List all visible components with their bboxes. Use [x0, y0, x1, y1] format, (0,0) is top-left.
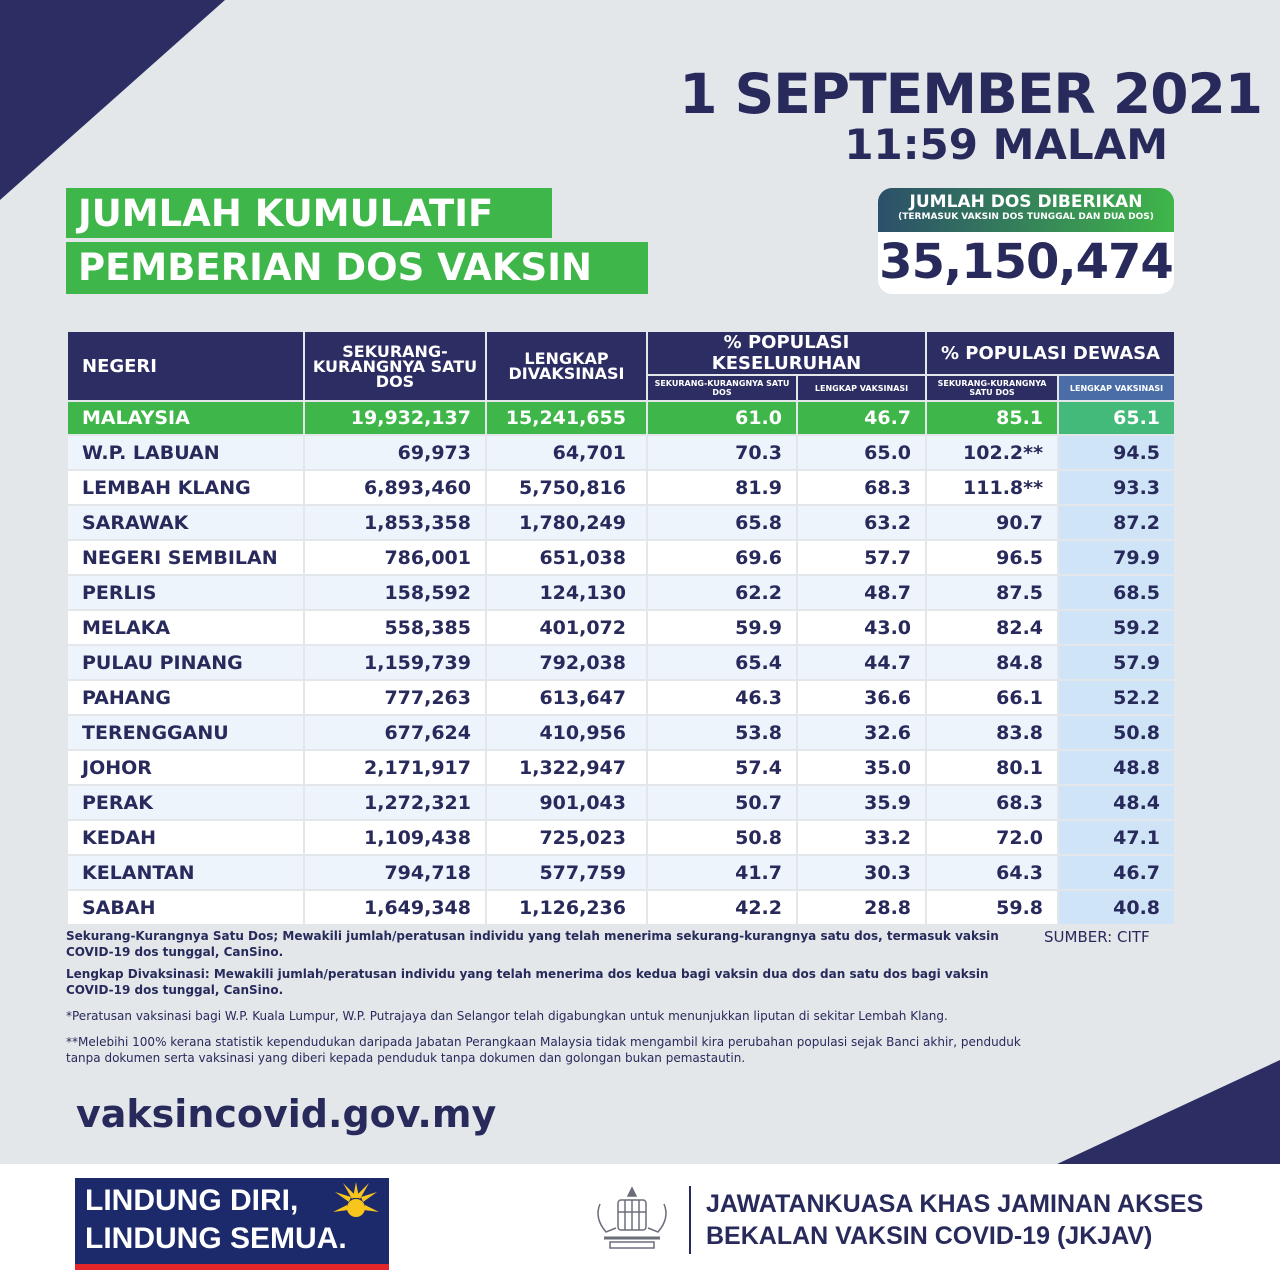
cell-pct-adult-lengkap: 47.1 — [1058, 820, 1175, 855]
cell-pct-adult-lengkap: 57.9 — [1058, 645, 1175, 680]
total-doses-header — [878, 188, 1174, 232]
cell-pct-all-satu: 53.8 — [647, 715, 797, 750]
subheader-all-lengkap: LENGKAP VAKSINASI — [797, 375, 926, 401]
cell-lengkap: 1,126,236 — [486, 890, 647, 925]
cell-pct-adult-satu: 80.1 — [926, 750, 1058, 785]
cell-pct-all-satu: 62.2 — [647, 575, 797, 610]
cell-lengkap: 792,038 — [486, 645, 647, 680]
total-doses-sublabel: (TERMASUK VAKSIN DOS TUNGGAL DAN DUA DOS) — [898, 212, 1154, 222]
cell-state: W.P. LABUAN — [67, 435, 304, 470]
subheader-adult-satu-dos: SEKURANG-KURANGNYA SATU DOS — [926, 375, 1058, 401]
cell-lengkap: 410,956 — [486, 715, 647, 750]
table-row — [67, 820, 1175, 855]
note-lembah-klang: *Peratusan vaksinasi bagi W.P. Kuala Lumpur, W.P. Putrajaya dan Selangor telah digabungkan untuk menunjukkan liputan di sekitar Lembah Klang. — [66, 1009, 948, 1023]
cell-pct-adult-lengkap: 46.7 — [1058, 855, 1175, 890]
cell-pct-adult-lengkap: 93.3 — [1058, 470, 1175, 505]
table-row — [67, 645, 1175, 680]
cell-satu-dos: 1,853,358 — [304, 505, 486, 540]
cell-satu-dos: 777,263 — [304, 680, 486, 715]
cell-pct-adult-satu: 87.5 — [926, 575, 1058, 610]
table-body — [67, 401, 1175, 925]
cell-state: SARAWAK — [67, 505, 304, 540]
cell-satu-dos: 2,171,917 — [304, 750, 486, 785]
vaccination-table — [66, 330, 1176, 926]
cell-satu-dos: 677,624 — [304, 715, 486, 750]
table-row — [67, 680, 1175, 715]
cell-pct-all-lengkap: 35.9 — [797, 785, 926, 820]
cell-satu-dos: 1,159,739 — [304, 645, 486, 680]
note-over-100: **Melebihi 100% kerana statistik kependudukan daripada Jabatan Perangkaan Malaysia tidak mengambil kira perubahan populasi sejak Banci akhir, penduduk tanpa dokumen serta vaksinasi yang diberi kepada penduduk tanpa dokumen dan golongan bukan pemastautin. — [66, 1035, 1021, 1065]
cell-pct-adult-satu: 68.3 — [926, 785, 1058, 820]
cell-satu-dos: 558,385 — [304, 610, 486, 645]
source-label: SUMBER: CITF — [1044, 928, 1150, 946]
cell-pct-all-satu: 46.3 — [647, 680, 797, 715]
cell-pct-adult-satu: 84.8 — [926, 645, 1058, 680]
cell-pct-all-lengkap: 65.0 — [797, 435, 926, 470]
cell-satu-dos: 19,932,137 — [304, 401, 486, 435]
cell-pct-adult-satu: 111.8** — [926, 470, 1058, 505]
cell-state: PAHANG — [67, 680, 304, 715]
total-doses-value: 35,150,474 — [879, 234, 1173, 290]
cell-pct-adult-lengkap: 52.2 — [1058, 680, 1175, 715]
cell-state: JOHOR — [67, 750, 304, 785]
table-row — [67, 890, 1175, 925]
cell-lengkap: 613,647 — [486, 680, 647, 715]
coat-of-arms-icon — [590, 1184, 674, 1254]
cell-pct-all-lengkap: 28.8 — [797, 890, 926, 925]
table-row — [67, 715, 1175, 750]
cell-pct-all-lengkap: 46.7 — [797, 401, 926, 435]
cell-pct-all-lengkap: 35.0 — [797, 750, 926, 785]
organisation-line-1: JAWATANKUASA KHAS JAMINAN AKSES — [706, 1190, 1204, 1218]
table-row — [67, 610, 1175, 645]
table-row — [67, 435, 1175, 470]
report-time: 11:59 MALAM — [844, 120, 1168, 169]
cell-lengkap: 1,322,947 — [486, 750, 647, 785]
cell-state: SABAH — [67, 890, 304, 925]
cell-pct-all-satu: 65.4 — [647, 645, 797, 680]
cell-pct-adult-satu: 82.4 — [926, 610, 1058, 645]
cell-pct-all-satu: 41.7 — [647, 855, 797, 890]
cell-satu-dos: 1,649,348 — [304, 890, 486, 925]
cell-pct-adult-lengkap: 50.8 — [1058, 715, 1175, 750]
sun-star-icon — [331, 1180, 381, 1230]
table-row — [67, 575, 1175, 610]
table-row — [67, 540, 1175, 575]
cell-pct-all-satu: 42.2 — [647, 890, 797, 925]
table-row — [67, 470, 1175, 505]
cell-state: NEGERI SEMBILAN — [67, 540, 304, 575]
note-lengkap: Lengkap Divaksinasi: Mewakili jumlah/peratusan individu yang telah menerima dos kedua bagi vaksin dua dos dan satu dos bagi vaksin COVID-19 dos tunggal, CanSino. — [66, 967, 989, 997]
cell-pct-all-lengkap: 32.6 — [797, 715, 926, 750]
cell-lengkap: 725,023 — [486, 820, 647, 855]
cell-pct-adult-satu: 96.5 — [926, 540, 1058, 575]
cell-satu-dos: 1,109,438 — [304, 820, 486, 855]
cell-pct-adult-lengkap: 94.5 — [1058, 435, 1175, 470]
cell-satu-dos: 786,001 — [304, 540, 486, 575]
header-populasi-keseluruhan: % POPULASI KESELURUHAN — [647, 331, 926, 375]
cell-state: MALAYSIA — [67, 401, 304, 435]
cell-pct-all-satu: 50.7 — [647, 785, 797, 820]
cell-lengkap: 901,043 — [486, 785, 647, 820]
cell-pct-adult-satu: 59.8 — [926, 890, 1058, 925]
title-line-2: PEMBERIAN DOS VAKSIN — [66, 242, 648, 294]
cell-pct-adult-lengkap: 48.4 — [1058, 785, 1175, 820]
cell-pct-all-lengkap: 43.0 — [797, 610, 926, 645]
cell-satu-dos: 794,718 — [304, 855, 486, 890]
cell-lengkap: 401,072 — [486, 610, 647, 645]
cell-pct-all-satu: 59.9 — [647, 610, 797, 645]
table-row-malaysia — [67, 401, 1175, 435]
organisation-line-2: BEKALAN VAKSIN COVID-19 (JKJAV) — [706, 1222, 1153, 1250]
cell-pct-all-satu: 70.3 — [647, 435, 797, 470]
cell-lengkap: 5,750,816 — [486, 470, 647, 505]
cell-pct-adult-satu: 85.1 — [926, 401, 1058, 435]
report-date: 1 SEPTEMBER 2021 — [679, 62, 1262, 126]
cell-pct-all-satu: 61.0 — [647, 401, 797, 435]
header-negeri: NEGERI — [67, 331, 304, 401]
title-line-1: JUMLAH KUMULATIF — [66, 188, 552, 238]
footnotes — [66, 928, 1036, 1072]
cell-lengkap: 577,759 — [486, 855, 647, 890]
cell-state: PULAU PINANG — [67, 645, 304, 680]
cell-pct-adult-satu: 72.0 — [926, 820, 1058, 855]
divider — [689, 1186, 691, 1254]
cell-pct-adult-lengkap: 79.9 — [1058, 540, 1175, 575]
cell-satu-dos: 69,973 — [304, 435, 486, 470]
cell-pct-adult-lengkap: 87.2 — [1058, 505, 1175, 540]
cell-pct-all-satu: 65.8 — [647, 505, 797, 540]
cell-lengkap: 64,701 — [486, 435, 647, 470]
cell-pct-all-satu: 81.9 — [647, 470, 797, 505]
cell-pct-all-satu: 57.4 — [647, 750, 797, 785]
cell-pct-adult-lengkap: 40.8 — [1058, 890, 1175, 925]
cell-state: KEDAH — [67, 820, 304, 855]
cell-pct-all-lengkap: 30.3 — [797, 855, 926, 890]
table-row — [67, 750, 1175, 785]
cell-pct-all-satu: 50.8 — [647, 820, 797, 855]
cell-pct-adult-lengkap: 68.5 — [1058, 575, 1175, 610]
cell-pct-all-lengkap: 48.7 — [797, 575, 926, 610]
campaign-line-1: LINDUNG DIRI, — [85, 1184, 299, 1217]
cell-pct-all-lengkap: 36.6 — [797, 680, 926, 715]
cell-state: PERAK — [67, 785, 304, 820]
cell-state: TERENGGANU — [67, 715, 304, 750]
header-satu-dos: SEKURANG-KURANGNYA SATU DOS — [304, 331, 486, 401]
cell-pct-adult-satu: 83.8 — [926, 715, 1058, 750]
table-row — [67, 785, 1175, 820]
table-row — [67, 505, 1175, 540]
subheader-all-satu-dos: SEKURANG-KURANGNYA SATU DOS — [647, 375, 797, 401]
header-lengkap: LENGKAP DIVAKSINASI — [486, 331, 647, 401]
cell-pct-all-lengkap: 63.2 — [797, 505, 926, 540]
header-populasi-dewasa: % POPULASI DEWASA — [926, 331, 1175, 375]
cell-pct-adult-satu: 102.2** — [926, 435, 1058, 470]
cell-lengkap: 15,241,655 — [486, 401, 647, 435]
campaign-line-2: LINDUNG SEMUA. — [85, 1222, 347, 1255]
note-satu-dos: Sekurang-Kurangnya Satu Dos; Mewakili jumlah/peratusan individu yang telah menerima sekurang-kurangnya satu dos, termasuk vaksin COVID-19 dos tunggal, CanSino. — [66, 929, 999, 959]
cell-pct-adult-satu: 66.1 — [926, 680, 1058, 715]
cell-satu-dos: 6,893,460 — [304, 470, 486, 505]
table-row — [67, 855, 1175, 890]
website-link[interactable]: vaksincovid.gov.my — [76, 1092, 497, 1136]
cell-pct-all-lengkap: 57.7 — [797, 540, 926, 575]
cell-pct-adult-satu: 90.7 — [926, 505, 1058, 540]
organisation-name — [706, 1188, 1203, 1252]
cell-lengkap: 124,130 — [486, 575, 647, 610]
cell-satu-dos: 158,592 — [304, 575, 486, 610]
cell-pct-all-lengkap: 68.3 — [797, 470, 926, 505]
cell-pct-all-lengkap: 33.2 — [797, 820, 926, 855]
cell-state: PERLIS — [67, 575, 304, 610]
cell-satu-dos: 1,272,321 — [304, 785, 486, 820]
campaign-logo — [75, 1178, 389, 1270]
corner-triangle-bottom-right — [1055, 1060, 1280, 1165]
cell-pct-adult-lengkap: 59.2 — [1058, 610, 1175, 645]
total-doses-card — [878, 188, 1174, 294]
cell-state: MELAKA — [67, 610, 304, 645]
cell-state: LEMBAH KLANG — [67, 470, 304, 505]
total-doses-label: JUMLAH DOS DIBERIKAN — [909, 192, 1143, 212]
cell-pct-all-satu: 69.6 — [647, 540, 797, 575]
cell-pct-all-lengkap: 44.7 — [797, 645, 926, 680]
cell-pct-adult-lengkap: 48.8 — [1058, 750, 1175, 785]
cell-pct-adult-lengkap: 65.1 — [1058, 401, 1175, 435]
cell-state: KELANTAN — [67, 855, 304, 890]
cell-lengkap: 1,780,249 — [486, 505, 647, 540]
subheader-adult-lengkap: LENGKAP VAKSINASI — [1058, 375, 1175, 401]
corner-triangle-top-left — [0, 0, 225, 200]
cell-lengkap: 651,038 — [486, 540, 647, 575]
cell-pct-adult-satu: 64.3 — [926, 855, 1058, 890]
